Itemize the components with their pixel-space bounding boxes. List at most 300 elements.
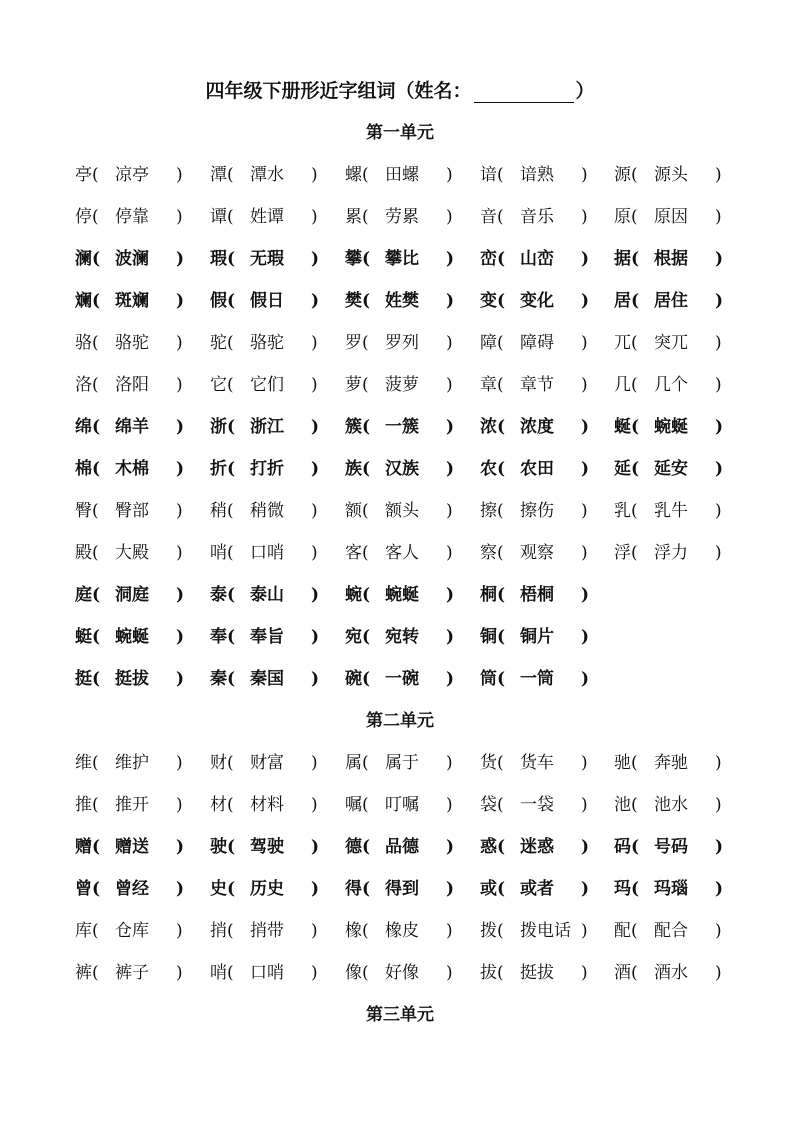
- close-paren: ): [176, 543, 183, 563]
- close-paren: ): [176, 879, 185, 899]
- open-paren: (: [227, 627, 236, 647]
- close-paren: ): [446, 837, 455, 857]
- close-paren: ): [311, 165, 318, 185]
- word-entry: [75, 364, 200, 406]
- entry-word: 波澜: [115, 249, 149, 269]
- word-entry: [210, 196, 335, 238]
- entry-character: 码: [614, 837, 631, 857]
- entry-character-group: [345, 364, 369, 406]
- entry-character-group: [480, 448, 505, 490]
- entry-character: 族: [345, 459, 362, 479]
- entry-word: 无瑕: [250, 249, 284, 269]
- word-entry: [345, 910, 470, 952]
- word-entry: [75, 658, 200, 700]
- entry-character-group: [345, 280, 370, 322]
- entry-word: 泰山: [250, 585, 284, 605]
- entry-character-group: [75, 910, 99, 952]
- open-paren: (: [92, 207, 99, 227]
- word-entry: [614, 784, 739, 826]
- close-paren: ): [715, 501, 722, 521]
- entry-word: 推开: [115, 795, 149, 815]
- entry-character-group: [210, 868, 235, 910]
- close-paren: ): [311, 249, 320, 269]
- word-entry: [480, 784, 605, 826]
- word-entry: [614, 196, 739, 238]
- entry-word: 裤子: [115, 963, 149, 983]
- word-entry: [210, 910, 335, 952]
- entry-character-group: [75, 196, 99, 238]
- entry-character-group: [480, 532, 504, 574]
- close-paren: ): [176, 921, 183, 941]
- entry-character: 罗: [345, 333, 362, 353]
- close-paren: ): [581, 249, 590, 269]
- close-paren: ): [581, 753, 588, 773]
- close-paren: ): [581, 585, 590, 605]
- entry-character: 裤: [75, 963, 92, 983]
- entry-character-group: [614, 910, 638, 952]
- entry-character: 财: [210, 753, 227, 773]
- entry-word: 拨电话: [520, 921, 571, 941]
- close-paren: ): [311, 879, 320, 899]
- entry-word: 浙江: [250, 417, 284, 437]
- entry-character-group: [345, 658, 370, 700]
- open-paren: (: [227, 375, 234, 395]
- entry-character-group: [75, 448, 100, 490]
- entry-word: 铜片: [520, 627, 554, 647]
- entry-word: 一筒: [520, 669, 554, 689]
- open-paren: (: [227, 837, 236, 857]
- word-entry: [75, 322, 200, 364]
- entry-character-group: [480, 868, 505, 910]
- entry-character: 蜿: [345, 585, 362, 605]
- close-paren: ): [446, 207, 453, 227]
- word-entry: [614, 952, 739, 994]
- open-paren: (: [362, 627, 371, 647]
- entry-character-group: [75, 532, 99, 574]
- entry-character: 酒: [614, 963, 631, 983]
- close-paren: ): [446, 459, 455, 479]
- close-paren: ): [311, 501, 318, 521]
- word-entry: [75, 406, 200, 448]
- close-paren: ): [715, 207, 722, 227]
- open-paren: (: [497, 837, 506, 857]
- word-row: [0, 448, 800, 490]
- entry-character-group: [75, 574, 100, 616]
- entry-word: 稍微: [250, 501, 284, 521]
- title-text: 四年级下册形近字组词（姓名：: [205, 80, 472, 102]
- entry-character-group: [210, 448, 235, 490]
- open-paren: (: [362, 501, 369, 521]
- open-paren: (: [631, 249, 640, 269]
- entry-character-group: [614, 364, 638, 406]
- entry-character: 池: [614, 795, 631, 815]
- close-paren: ): [176, 585, 185, 605]
- entry-character: 它: [210, 375, 227, 395]
- close-paren: ): [581, 333, 588, 353]
- close-paren: ): [176, 627, 185, 647]
- close-paren: ): [581, 879, 590, 899]
- open-paren: (: [497, 207, 504, 227]
- close-paren: ): [311, 291, 320, 311]
- close-paren: ): [581, 543, 588, 563]
- entry-character: 额: [345, 501, 362, 521]
- entry-character-group: [480, 952, 504, 994]
- close-paren: ): [715, 753, 722, 773]
- open-paren: (: [92, 417, 101, 437]
- word-entry: [480, 532, 605, 574]
- entry-character-group: [210, 742, 234, 784]
- worksheet: [0, 70, 800, 1036]
- word-entry: [345, 784, 470, 826]
- word-entry: [75, 196, 200, 238]
- open-paren: (: [362, 291, 371, 311]
- entry-character-group: [480, 490, 504, 532]
- open-paren: (: [92, 291, 101, 311]
- entry-character-group: [614, 742, 638, 784]
- open-paren: (: [362, 165, 369, 185]
- close-paren: ): [311, 963, 318, 983]
- open-paren: (: [92, 459, 101, 479]
- close-paren: ): [446, 585, 455, 605]
- word-entry: [75, 616, 200, 658]
- entry-character: 擦: [480, 501, 497, 521]
- entry-word: 延安: [654, 459, 688, 479]
- entry-character-group: [75, 658, 100, 700]
- word-row: [0, 154, 800, 196]
- word-entry: [75, 532, 200, 574]
- open-paren: (: [92, 333, 99, 353]
- word-entry: [210, 574, 335, 616]
- word-row: [0, 952, 800, 994]
- word-entry: [480, 574, 605, 616]
- entry-character-group: [345, 826, 370, 868]
- open-paren: (: [227, 585, 236, 605]
- close-paren: ): [176, 291, 185, 311]
- entry-character: 维: [75, 753, 92, 773]
- open-paren: (: [227, 669, 236, 689]
- word-row: [0, 490, 800, 532]
- word-entry: [75, 490, 200, 532]
- close-paren: ): [715, 837, 724, 857]
- word-entry: [75, 742, 200, 784]
- word-entry: [345, 868, 470, 910]
- unit-heading: 第二单元: [366, 711, 434, 731]
- entry-word: 仓库: [115, 921, 149, 941]
- word-row: [0, 658, 800, 700]
- open-paren: (: [362, 795, 369, 815]
- entry-character: 骆: [75, 333, 92, 353]
- word-entry: [614, 448, 739, 490]
- entry-character: 桐: [480, 585, 497, 605]
- entry-character-group: [210, 280, 235, 322]
- entry-character-group: [210, 406, 235, 448]
- entry-word: 汉族: [385, 459, 419, 479]
- entry-character-group: [480, 196, 504, 238]
- entry-character: 乳: [614, 501, 631, 521]
- entry-character-group: [75, 784, 99, 826]
- entry-character: 推: [75, 795, 92, 815]
- word-entry: [345, 238, 470, 280]
- entry-word: 品德: [385, 837, 419, 857]
- word-entry: [345, 154, 470, 196]
- close-paren: ): [311, 207, 318, 227]
- entry-word: 绵羊: [115, 417, 149, 437]
- close-paren: ): [311, 543, 318, 563]
- word-entry: [75, 784, 200, 826]
- open-paren: (: [362, 249, 371, 269]
- open-paren: (: [227, 501, 234, 521]
- open-paren: (: [362, 753, 369, 773]
- close-paren: ): [446, 921, 453, 941]
- close-paren: ): [446, 669, 455, 689]
- close-paren: ): [581, 291, 590, 311]
- entry-character-group: [210, 784, 234, 826]
- word-entry: [345, 448, 470, 490]
- word-entry: [614, 742, 739, 784]
- entry-character: 德: [345, 837, 362, 857]
- word-entry: [345, 196, 470, 238]
- entry-word: 或者: [520, 879, 554, 899]
- entry-word: 浮力: [654, 543, 688, 563]
- close-paren: ): [581, 375, 588, 395]
- word-entry: [75, 910, 200, 952]
- close-paren: ): [581, 963, 588, 983]
- word-entry: [210, 784, 335, 826]
- entry-character: 挺: [75, 669, 92, 689]
- entry-word: 一碗: [385, 669, 419, 689]
- open-paren: (: [92, 753, 99, 773]
- entry-word: 号码: [654, 837, 688, 857]
- entry-character: 章: [480, 375, 497, 395]
- entry-character: 或: [480, 879, 497, 899]
- entry-word: 谙熟: [520, 165, 554, 185]
- close-paren: ): [446, 795, 453, 815]
- entry-character: 哨: [210, 543, 227, 563]
- word-entry: [210, 238, 335, 280]
- entry-character-group: [480, 784, 504, 826]
- close-paren: ): [176, 207, 183, 227]
- entry-character: 峦: [480, 249, 497, 269]
- entry-character-group: [614, 868, 639, 910]
- word-entry: [210, 154, 335, 196]
- open-paren: (: [497, 669, 506, 689]
- entry-word: 宛转: [385, 627, 419, 647]
- close-paren: ): [176, 375, 183, 395]
- entry-word: 梧桐: [520, 585, 554, 605]
- close-paren: ): [715, 333, 722, 353]
- close-paren: ): [311, 459, 320, 479]
- entry-character: 变: [480, 291, 497, 311]
- entry-character: 赠: [75, 837, 92, 857]
- entry-word: 臀部: [115, 501, 149, 521]
- close-paren: ): [715, 417, 724, 437]
- entry-character-group: [210, 910, 234, 952]
- close-paren: ): [176, 837, 185, 857]
- close-paren: ): [311, 627, 320, 647]
- open-paren: (: [362, 585, 371, 605]
- entry-word: 额头: [385, 501, 419, 521]
- open-paren: (: [497, 165, 504, 185]
- entry-character: 嘱: [345, 795, 362, 815]
- entry-character: 泰: [210, 585, 227, 605]
- close-paren: ): [581, 207, 588, 227]
- word-entry: [210, 364, 335, 406]
- entry-word: 打折: [250, 459, 284, 479]
- open-paren: (: [631, 753, 638, 773]
- entry-character-group: [210, 490, 234, 532]
- entry-word: 居住: [654, 291, 688, 311]
- entry-character-group: [614, 826, 639, 868]
- entry-word: 大殿: [115, 543, 149, 563]
- entry-character: 驼: [210, 333, 227, 353]
- open-paren: (: [631, 543, 638, 563]
- entry-character: 谭: [210, 207, 227, 227]
- open-paren: (: [497, 291, 506, 311]
- entry-word: 障碍: [520, 333, 554, 353]
- close-paren: ): [715, 543, 722, 563]
- entry-character-group: [480, 364, 504, 406]
- entry-word: 根据: [654, 249, 688, 269]
- entry-word: 罗列: [385, 333, 419, 353]
- entry-character: 宛: [345, 627, 362, 647]
- entry-word: 斑斓: [115, 291, 149, 311]
- open-paren: (: [631, 459, 640, 479]
- open-paren: (: [227, 921, 234, 941]
- word-entry: [75, 868, 200, 910]
- entry-word: 赠送: [115, 837, 149, 857]
- entry-word: 原因: [654, 207, 688, 227]
- close-paren: ): [581, 795, 588, 815]
- word-entry: [210, 532, 335, 574]
- open-paren: (: [92, 795, 99, 815]
- entry-word: 迷惑: [520, 837, 554, 857]
- word-entry: [210, 868, 335, 910]
- open-paren: (: [631, 417, 640, 437]
- entry-character: 几: [614, 375, 631, 395]
- close-paren: ): [311, 669, 320, 689]
- word-entry: [345, 742, 470, 784]
- close-paren: ): [176, 669, 185, 689]
- entry-character: 居: [614, 291, 631, 311]
- entry-character-group: [614, 490, 638, 532]
- entry-character-group: [480, 616, 505, 658]
- open-paren: (: [362, 333, 369, 353]
- entry-word: 货车: [520, 753, 554, 773]
- close-paren: ): [581, 627, 590, 647]
- entry-word: 历史: [250, 879, 284, 899]
- open-paren: (: [227, 459, 236, 479]
- entry-character: 拔: [480, 963, 497, 983]
- open-paren: (: [92, 921, 99, 941]
- entry-character-group: [210, 574, 235, 616]
- entry-character-group: [480, 406, 505, 448]
- word-entry: [345, 280, 470, 322]
- entry-character-group: [480, 574, 505, 616]
- entry-character-group: [345, 448, 370, 490]
- open-paren: (: [227, 291, 236, 311]
- open-paren: (: [227, 165, 234, 185]
- entry-word: 凉亭: [115, 165, 149, 185]
- close-paren: ): [581, 417, 590, 437]
- word-entry: [480, 406, 605, 448]
- close-paren: ): [581, 837, 590, 857]
- entry-word: 山峦: [520, 249, 554, 269]
- open-paren: (: [631, 879, 640, 899]
- title-close: ）: [575, 80, 595, 102]
- entry-character: 潭: [210, 165, 227, 185]
- word-entry: [75, 238, 200, 280]
- entry-character: 障: [480, 333, 497, 353]
- word-row: [0, 868, 800, 910]
- close-paren: ): [446, 501, 453, 521]
- open-paren: (: [631, 963, 638, 983]
- word-entry: [210, 826, 335, 868]
- close-paren: ): [176, 459, 185, 479]
- entry-word: 突兀: [654, 333, 688, 353]
- close-paren: ): [446, 249, 455, 269]
- close-paren: ): [715, 795, 722, 815]
- open-paren: (: [92, 963, 99, 983]
- entry-character-group: [614, 154, 638, 196]
- word-entry: [345, 406, 470, 448]
- open-paren: (: [497, 879, 506, 899]
- word-entry: [75, 826, 200, 868]
- entry-character: 绵: [75, 417, 92, 437]
- open-paren: (: [227, 753, 234, 773]
- open-paren: (: [92, 543, 99, 563]
- open-paren: (: [497, 375, 504, 395]
- close-paren: ): [715, 921, 722, 941]
- entry-character-group: [480, 280, 505, 322]
- word-entry: [614, 868, 739, 910]
- entry-character-group: [75, 616, 100, 658]
- word-entry: [614, 364, 739, 406]
- open-paren: (: [631, 921, 638, 941]
- word-row: [0, 826, 800, 868]
- entry-character-group: [210, 826, 235, 868]
- entry-character: 亭: [75, 165, 92, 185]
- entry-character-group: [345, 742, 369, 784]
- word-entry: [210, 952, 335, 994]
- entry-word: 财富: [250, 753, 284, 773]
- entry-character-group: [345, 574, 370, 616]
- unit-heading: 第三单元: [366, 1005, 434, 1025]
- open-paren: (: [362, 837, 371, 857]
- entry-character: 澜: [75, 249, 92, 269]
- open-paren: (: [631, 207, 638, 227]
- entry-character-group: [75, 364, 99, 406]
- entry-word: 口哨: [250, 543, 284, 563]
- word-entry: [75, 952, 200, 994]
- close-paren: ): [176, 249, 185, 269]
- entry-character: 像: [345, 963, 362, 983]
- unit-heading: 第一单元: [366, 123, 434, 143]
- entry-word: 捎带: [250, 921, 284, 941]
- entry-character: 货: [480, 753, 497, 773]
- entry-character: 殿: [75, 543, 92, 563]
- entry-word: 好像: [385, 963, 419, 983]
- word-entry: [345, 952, 470, 994]
- entry-character: 曾: [75, 879, 92, 899]
- open-paren: (: [631, 501, 638, 521]
- entry-character-group: [210, 322, 234, 364]
- close-paren: ): [446, 753, 453, 773]
- entry-word: 浓度: [520, 417, 554, 437]
- open-paren: (: [227, 417, 236, 437]
- entry-character-group: [345, 322, 369, 364]
- entry-character: 兀: [614, 333, 631, 353]
- open-paren: (: [227, 795, 234, 815]
